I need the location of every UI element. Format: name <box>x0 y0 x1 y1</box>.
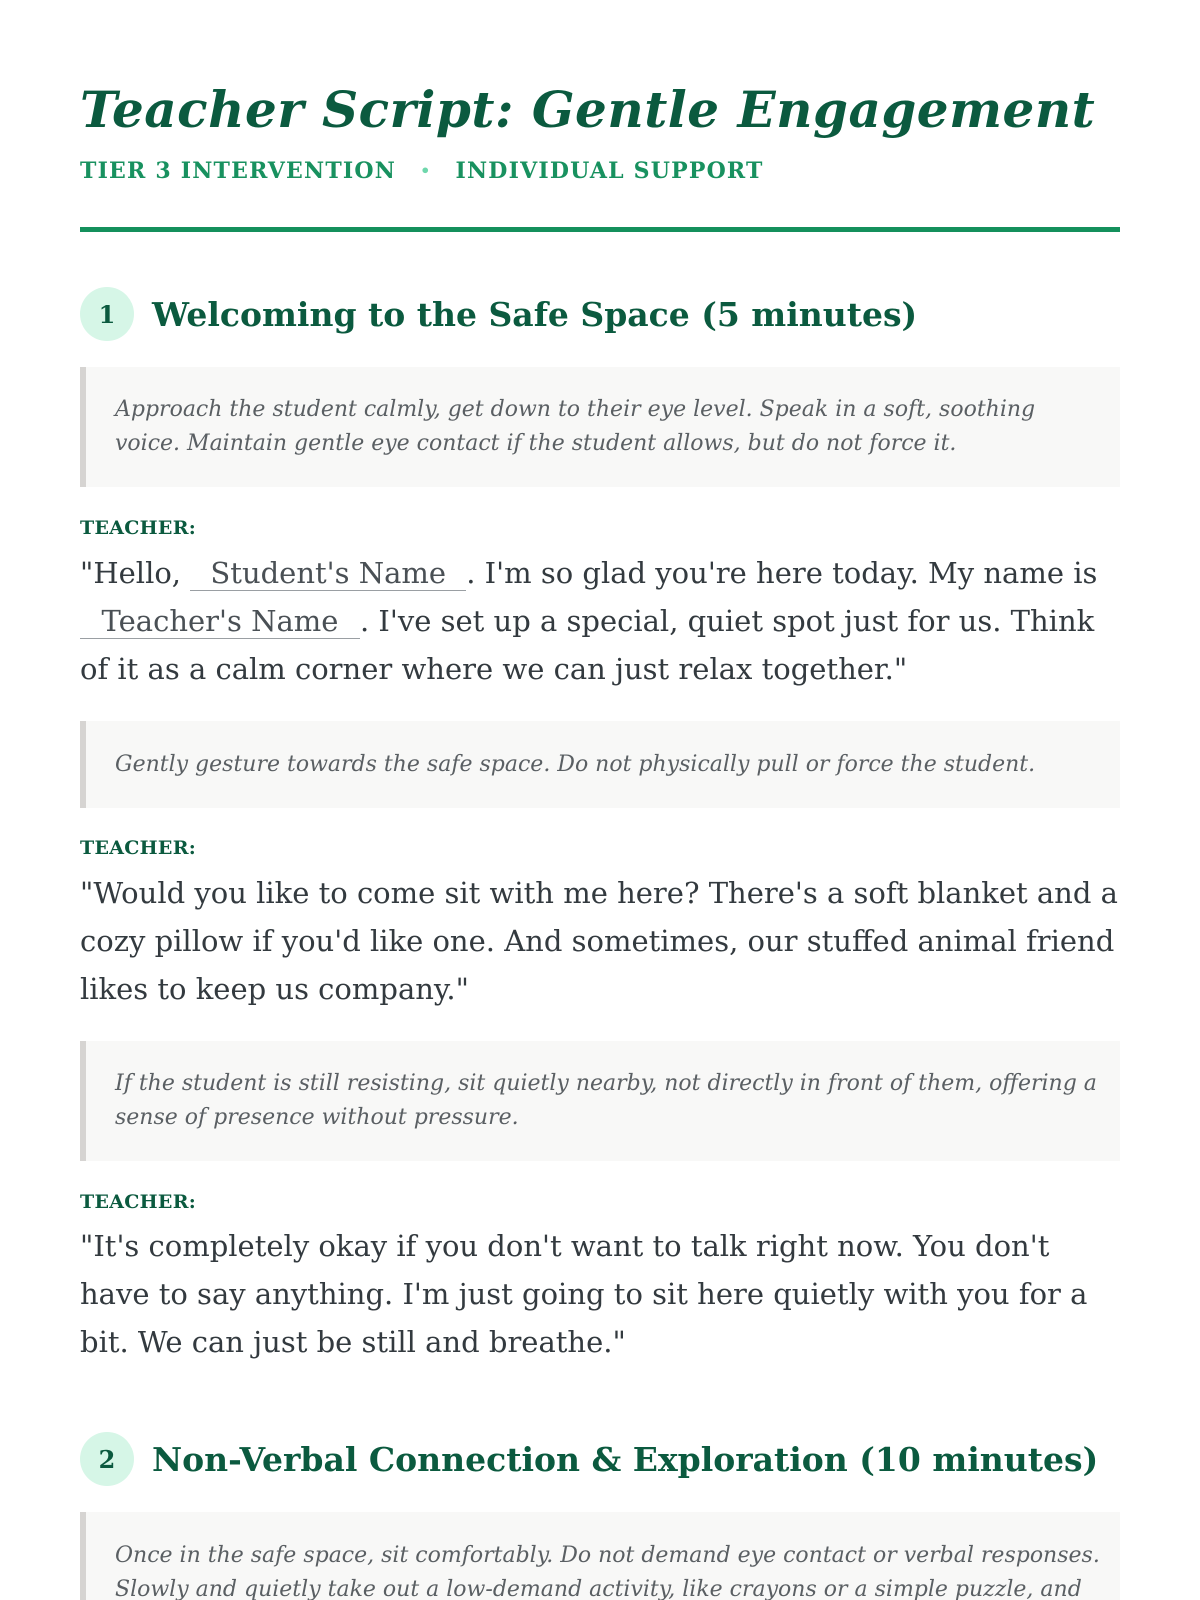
note-text: Gently gesture towards the safe space. Do not physically pull or force the student. <box>115 751 1036 777</box>
dialogue-text: "Hello, <box>80 556 191 590</box>
page-title: Teacher Script: Gentle Engagement <box>80 80 1096 139</box>
teacher-dialogue: "Would you like to come sit with me here? There's a soft blanket and a cozy pillow if you'd like one. And sometimes, our stuffed animal friend likes to keep us company." <box>80 876 1118 1006</box>
section-title: Welcoming to the Safe Space (5 minutes) <box>152 294 918 334</box>
stage-direction-note <box>80 367 1120 487</box>
speaker-label: TEACHER: <box>80 1191 197 1213</box>
section-number-badge: 2 <box>80 1432 134 1486</box>
tier-label: TIER 3 INTERVENTION <box>80 158 397 184</box>
teacher-name-blank: Teacher's Name <box>80 604 360 639</box>
note-text: Approach the student calmly, get down to their eye level. Speak in a soft, soothing voice. Maintain gentle eye contact if the student allows, but do not force it. <box>115 397 1036 456</box>
stage-direction-note <box>80 1512 1120 1600</box>
teacher-dialogue <box>80 549 1120 693</box>
dialogue-text: . I've set up a special, quiet spot just for us. Think of it as a calm corner where we can just relax together." <box>80 604 1095 686</box>
section-2-header <box>80 1432 1098 1486</box>
dialogue-text: . I'm so glad you're here today. My name is <box>466 556 1098 590</box>
speaker-label: TEACHER: <box>80 837 197 859</box>
section-1-header <box>80 287 917 341</box>
support-label: INDIVIDUAL SUPPORT <box>455 158 764 184</box>
section-number-badge: 1 <box>80 287 134 341</box>
teacher-dialogue: "It's completely okay if you don't want to talk right now. You don't have to say anything. I'm just going to sit here quietly with you for a bit. We can just be still and breathe." <box>80 1229 1088 1359</box>
page-subtitle <box>80 156 764 186</box>
speaker-label: TEACHER: <box>80 517 197 539</box>
student-name-blank: Student's Name <box>190 556 466 591</box>
section-title: Non-Verbal Connection & Exploration (10 minutes) <box>152 1439 1099 1479</box>
stage-direction-note <box>80 1041 1120 1161</box>
separator-dot: • <box>420 161 432 180</box>
stage-direction-note <box>80 721 1120 808</box>
header-divider <box>80 227 1120 232</box>
note-text: If the student is still resisting, sit quietly nearby, not directly in front of them, offering a sense of presence without pressure. <box>115 1071 1097 1130</box>
note-text: Once in the safe space, sit comfortably. Do not demand eye contact or verbal responses. Slowly and quietly take out a low-demand activity, like crayons or a simple puzzle, and <box>115 1543 1100 1600</box>
